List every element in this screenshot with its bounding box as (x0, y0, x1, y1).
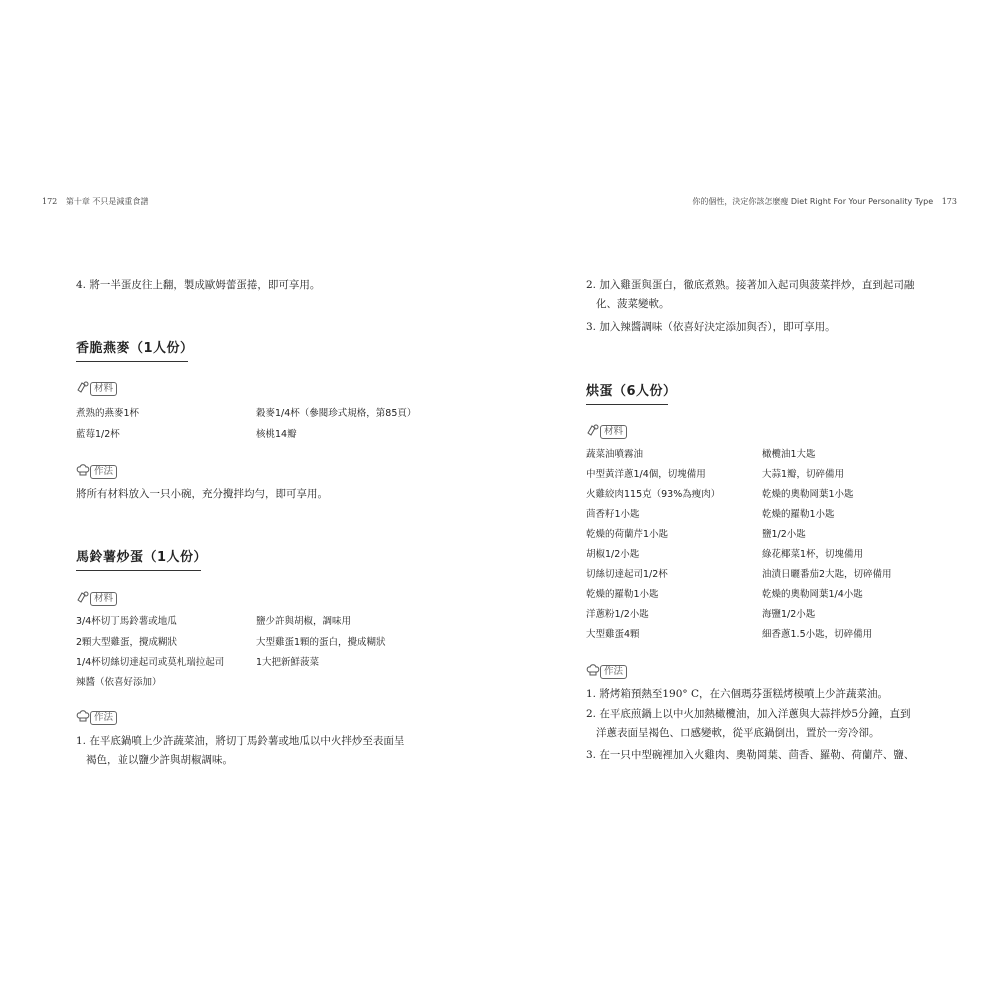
chapter-title: 第十章 不只是減重食譜 (65, 197, 149, 206)
method-step-line: 2. 在平底煎鍋上以中火加熱橄欖油，加入洋蔥與大蒜拌炒5分鐘，直到 (586, 708, 911, 720)
ingredients-tag-icon (586, 423, 600, 437)
previous-recipe-step: 4. 將一半蛋皮往上翻，製成歐姆蕾蛋捲，即可享用。 (76, 279, 321, 291)
right-page (500, 0, 1000, 1000)
method-step (76, 732, 404, 770)
ingredient-item: 乾燥的羅勒1小匙 (586, 589, 659, 600)
ingredient-item: 大蒜1瓣，切碎備用 (762, 469, 845, 480)
method-label: 作法 (90, 465, 117, 479)
ingredients-tag-icon (76, 380, 90, 394)
ingredient-item: 大型雞蛋4顆 (586, 629, 640, 640)
ingredient-item: 鹽少許與胡椒，調味用 (256, 616, 352, 627)
ingredient-item: 辣醬（依喜好添加） (76, 677, 162, 688)
ingredient-item: 蔬菜油噴霧油 (586, 449, 644, 460)
method-step-line: 褐色，並以鹽少許與胡椒調味。 (86, 754, 233, 766)
ingredient-item: 胡椒1/2小匙 (586, 549, 640, 560)
recipe-title: 香脆燕麥（1人份） (76, 337, 188, 362)
ingredients-tag (76, 382, 117, 396)
method-step: 3. 加入辣醬調味（依喜好決定添加與否），即可享用。 (586, 321, 836, 333)
method-step: 1. 將烤箱預熱至190° C，在六個瑪芬蛋糕烤模噴上少許蔬菜油。 (586, 688, 889, 700)
ingredient-item: 海鹽1/2小匙 (762, 609, 816, 620)
ingredient-item: 乾燥的荷蘭芹1小匙 (586, 529, 669, 540)
method-tag (586, 665, 627, 679)
page-number: 173 (941, 197, 957, 206)
ingredient-item: 3/4杯切丁馬鈴薯或地瓜 (76, 616, 177, 627)
page-number: 172 (42, 197, 58, 206)
ingredient-item: 鹽1/2小匙 (762, 529, 806, 540)
ingredient-item: 藍莓1/2杯 (76, 429, 120, 440)
ingredient-item: 核桃14瓣 (256, 429, 297, 440)
ingredients-label: 材料 (600, 425, 627, 439)
method-step-line: 化、菠菜變軟。 (596, 298, 670, 310)
ingredient-item: 細香蔥1.5小匙，切碎備用 (762, 629, 873, 640)
ingredient-item: 煮熟的燕麥1杯 (76, 408, 140, 419)
ingredients-tag-icon (76, 590, 90, 604)
left-running-header (36, 196, 148, 207)
method-tag (76, 465, 117, 479)
ingredient-item: 乾燥的奧勒岡葉1小匙 (762, 489, 854, 500)
ingredient-item: 洋蔥粉1/2小匙 (586, 609, 649, 620)
ingredient-item: 穀麥1/4杯（參閱珍式規格，第85頁） (256, 408, 417, 419)
ingredient-item: 橄欖油1大匙 (762, 449, 816, 460)
ingredient-item: 乾燥的奧勒岡葉1/4小匙 (762, 589, 863, 600)
ingredient-item: 火雞絞肉115克（93%為瘦肉） (586, 489, 721, 500)
recipe-title: 馬鈴薯炒蛋（1人份） (76, 546, 201, 571)
method-label: 作法 (90, 711, 117, 725)
ingredients-label: 材料 (90, 382, 117, 396)
method-step-line: 洋蔥表面呈褐色、口感變軟，從平底鍋倒出，置於一旁冷卻。 (596, 727, 880, 739)
ingredient-item: 切絲切達起司1/2杯 (586, 569, 668, 580)
method-step: 3. 在一只中型碗裡加入火雞肉、奧勒岡葉、茴香、羅勒、荷蘭芹、鹽、 (586, 749, 915, 761)
method-text: 將所有材料放入一只小碗，充分攪拌均勻，即可享用。 (76, 488, 328, 500)
ingredient-item: 綠花椰菜1杯，切塊備用 (762, 549, 864, 560)
method-step (586, 705, 911, 743)
ingredient-item: 油漬日曬番茄2大匙，切碎備用 (762, 569, 892, 580)
ingredient-item: 茴香籽1小匙 (586, 509, 640, 520)
chef-hat-icon (586, 663, 600, 677)
ingredient-item: 中型黃洋蔥1/4個，切塊備用 (586, 469, 706, 480)
right-running-header (692, 196, 963, 207)
ingredient-item: 大型雞蛋1顆的蛋白，攪成糊狀 (256, 637, 386, 648)
recipe-title: 烘蛋（6人份） (586, 380, 668, 405)
ingredients-tag (76, 592, 117, 606)
chef-hat-icon (76, 463, 90, 477)
book-title: 你的個性，決定你該怎麼瘦 Diet Right For Your Personality Type (692, 197, 934, 206)
method-tag (76, 711, 117, 725)
chef-hat-icon (76, 709, 90, 723)
method-step (586, 276, 914, 314)
ingredient-item: 乾燥的羅勒1小匙 (762, 509, 835, 520)
ingredient-item: 2顆大型雞蛋，攪成糊狀 (76, 637, 178, 648)
method-step-line: 2. 加入雞蛋與蛋白，徹底煮熟。接著加入起司與菠菜拌炒，直到起司融 (586, 279, 915, 291)
ingredients-tag (586, 425, 627, 439)
ingredient-item: 1大把新鮮菠菜 (256, 657, 320, 668)
ingredient-item: 1/4杯切絲切達起司或莫札瑞拉起司 (76, 657, 225, 668)
method-step-line: 1. 在平底鍋噴上少許蔬菜油，將切丁馬鈴薯或地瓜以中火拌炒至表面呈 (76, 735, 405, 747)
ingredients-label: 材料 (90, 592, 117, 606)
method-label: 作法 (600, 665, 627, 679)
